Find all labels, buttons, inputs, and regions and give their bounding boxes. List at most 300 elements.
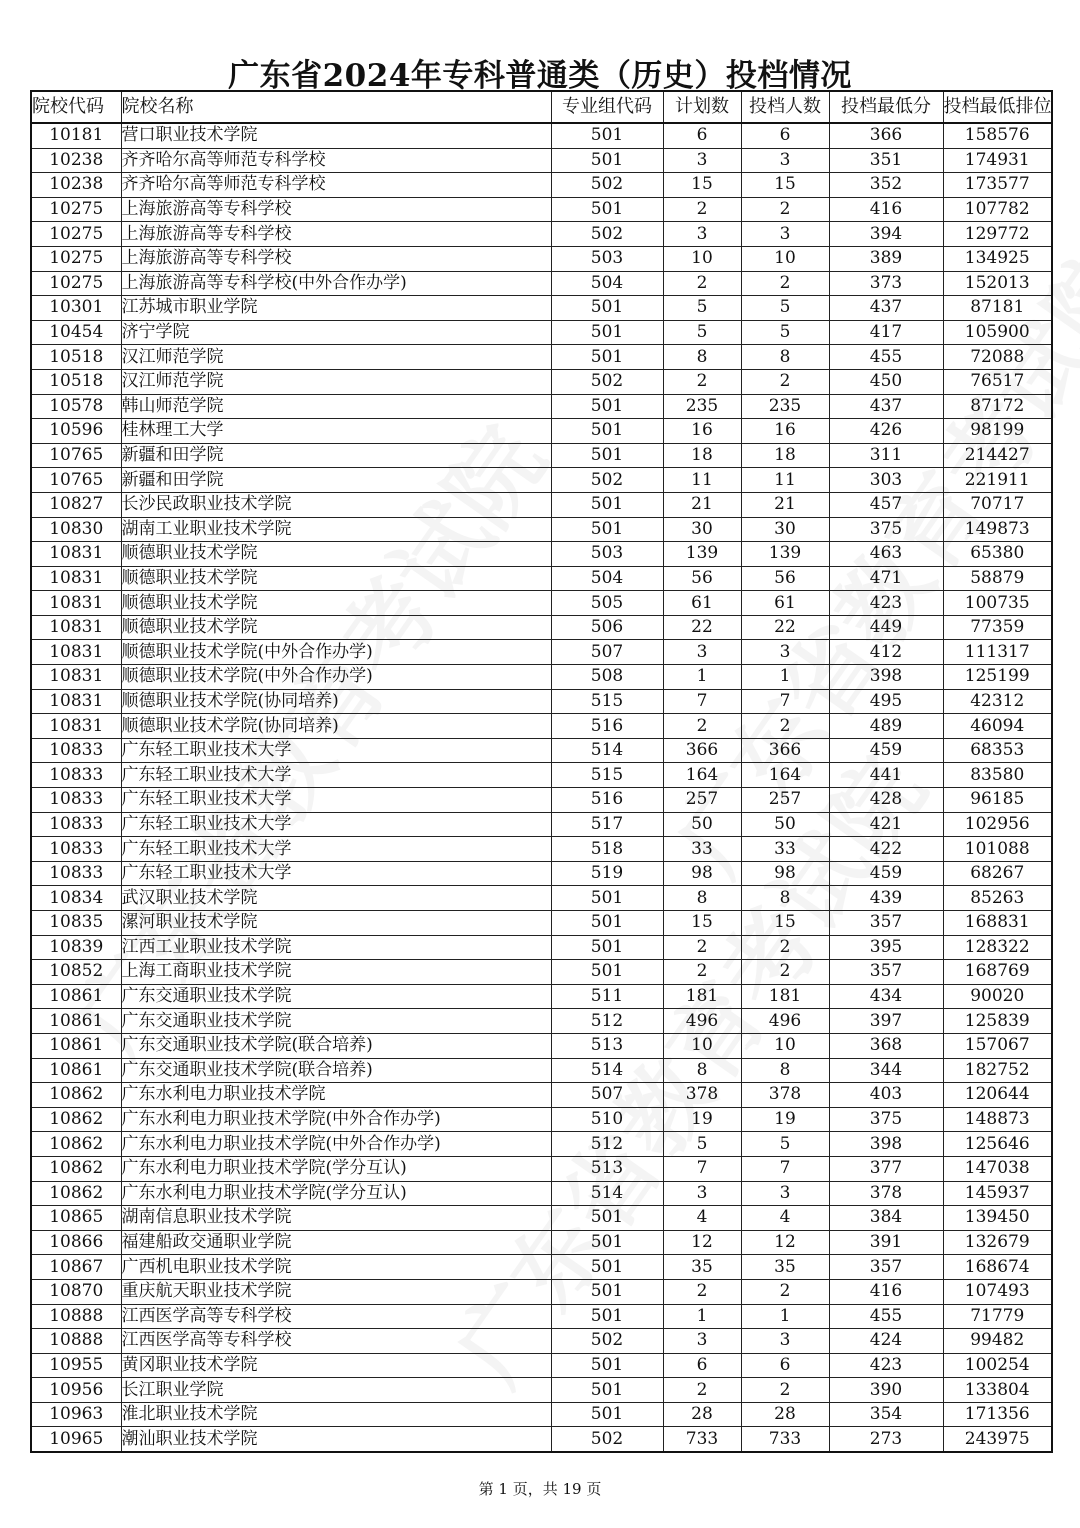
cell-plan-count: 5 — [663, 296, 741, 321]
table-row — [31, 1181, 1052, 1206]
cell-min-score: 354 — [829, 1402, 943, 1427]
cell-min-score: 424 — [829, 1329, 943, 1354]
cell-group-code: 511 — [551, 984, 663, 1009]
table-body — [31, 123, 1052, 1452]
cell-min-score: 463 — [829, 542, 943, 567]
cell-admitted-count: 19 — [741, 1107, 829, 1132]
cell-group-code: 502 — [551, 369, 663, 394]
cell-school-name: 漯河职业技术学院 — [121, 911, 551, 936]
cell-admitted-count: 5 — [741, 1132, 829, 1157]
cell-admitted-count: 11 — [741, 468, 829, 493]
cell-school-code: 10861 — [31, 1058, 121, 1083]
cell-school-name: 广东轻工职业技术大学 — [121, 788, 551, 813]
cell-min-rank: 87172 — [943, 394, 1052, 419]
column-header-admitted-count: 投档人数 — [741, 91, 829, 123]
cell-plan-count: 2 — [663, 714, 741, 739]
cell-min-rank: 157067 — [943, 1033, 1052, 1058]
cell-group-code: 514 — [551, 1058, 663, 1083]
cell-min-rank: 68267 — [943, 861, 1052, 886]
cell-school-code: 10831 — [31, 640, 121, 665]
cell-min-rank: 102956 — [943, 812, 1052, 837]
table-row — [31, 419, 1052, 444]
cell-school-code: 10831 — [31, 542, 121, 567]
cell-min-score: 495 — [829, 689, 943, 714]
cell-min-score: 368 — [829, 1033, 943, 1058]
cell-min-rank: 125199 — [943, 665, 1052, 690]
cell-plan-count: 22 — [663, 615, 741, 640]
cell-school-code: 10862 — [31, 1181, 121, 1206]
cell-school-name: 广东交通职业技术学院 — [121, 1009, 551, 1034]
cell-min-score: 489 — [829, 714, 943, 739]
cell-min-score: 459 — [829, 861, 943, 886]
cell-school-code: 10833 — [31, 837, 121, 862]
cell-plan-count: 7 — [663, 689, 741, 714]
cell-min-rank: 173577 — [943, 173, 1052, 198]
cell-admitted-count: 21 — [741, 492, 829, 517]
cell-group-code: 504 — [551, 566, 663, 591]
cell-plan-count: 16 — [663, 419, 741, 444]
cell-plan-count: 21 — [663, 492, 741, 517]
cell-plan-count: 11 — [663, 468, 741, 493]
cell-min-score: 455 — [829, 1304, 943, 1329]
cell-min-rank: 120644 — [943, 1083, 1052, 1108]
cell-group-code: 515 — [551, 689, 663, 714]
cell-school-code: 10862 — [31, 1132, 121, 1157]
cell-school-name: 顺德职业技术学院(中外合作办学) — [121, 665, 551, 690]
cell-school-name: 长江职业学院 — [121, 1378, 551, 1403]
column-header-min-score: 投档最低分 — [829, 91, 943, 123]
cell-group-code: 501 — [551, 1206, 663, 1231]
cell-group-code: 512 — [551, 1132, 663, 1157]
table-row — [31, 345, 1052, 370]
cell-min-score: 391 — [829, 1230, 943, 1255]
cell-min-score: 397 — [829, 1009, 943, 1034]
cell-plan-count: 33 — [663, 837, 741, 862]
cell-school-name: 上海旅游高等专科学校(中外合作办学) — [121, 271, 551, 296]
cell-group-code: 512 — [551, 1009, 663, 1034]
table-row — [31, 542, 1052, 567]
cell-min-rank: 107493 — [943, 1279, 1052, 1304]
table-row — [31, 763, 1052, 788]
table-row — [31, 984, 1052, 1009]
cell-admitted-count: 10 — [741, 246, 829, 271]
cell-school-name: 顺德职业技术学院 — [121, 591, 551, 616]
cell-group-code: 502 — [551, 1329, 663, 1354]
cell-school-name: 潮汕职业技术学院 — [121, 1427, 551, 1452]
cell-min-score: 375 — [829, 1107, 943, 1132]
cell-min-score: 398 — [829, 1132, 943, 1157]
cell-school-code: 10596 — [31, 419, 121, 444]
column-header-school-code: 院校代码 — [31, 91, 121, 123]
page-title: 广东省2024年专科普通类（历史）投档情况 — [228, 58, 852, 94]
cell-min-score: 426 — [829, 419, 943, 444]
cell-plan-count: 164 — [663, 763, 741, 788]
cell-min-score: 449 — [829, 615, 943, 640]
cell-plan-count: 18 — [663, 443, 741, 468]
cell-group-code: 501 — [551, 345, 663, 370]
cell-school-name: 广东水利电力职业技术学院(学分互认) — [121, 1156, 551, 1181]
table-row — [31, 911, 1052, 936]
cell-min-rank: 101088 — [943, 837, 1052, 862]
cell-admitted-count: 181 — [741, 984, 829, 1009]
table-row — [31, 443, 1052, 468]
cell-group-code: 502 — [551, 222, 663, 247]
table-row — [31, 788, 1052, 813]
cell-group-code: 501 — [551, 935, 663, 960]
cell-min-rank: 182752 — [943, 1058, 1052, 1083]
cell-school-code: 10830 — [31, 517, 121, 542]
cell-min-rank: 168674 — [943, 1255, 1052, 1280]
cell-school-name: 湖南工业职业技术学院 — [121, 517, 551, 542]
table-row — [31, 1304, 1052, 1329]
cell-school-name: 广东交通职业技术学院(联合培养) — [121, 1058, 551, 1083]
cell-school-code: 10870 — [31, 1279, 121, 1304]
table-row — [31, 738, 1052, 763]
cell-min-score: 455 — [829, 345, 943, 370]
cell-school-code: 10181 — [31, 123, 121, 148]
cell-min-rank: 145937 — [943, 1181, 1052, 1206]
table-row — [31, 714, 1052, 739]
table-row — [31, 222, 1052, 247]
cell-admitted-count: 22 — [741, 615, 829, 640]
cell-min-score: 390 — [829, 1378, 943, 1403]
cell-min-score: 439 — [829, 886, 943, 911]
cell-school-name: 广西机电职业技术学院 — [121, 1255, 551, 1280]
cell-group-code: 501 — [551, 1378, 663, 1403]
cell-min-rank: 133804 — [943, 1378, 1052, 1403]
cell-min-rank: 132679 — [943, 1230, 1052, 1255]
cell-school-code: 10956 — [31, 1378, 121, 1403]
cell-school-name: 广东交通职业技术学院 — [121, 984, 551, 1009]
cell-admitted-count: 1 — [741, 665, 829, 690]
cell-admitted-count: 3 — [741, 1329, 829, 1354]
cell-school-code: 10861 — [31, 1033, 121, 1058]
cell-group-code: 501 — [551, 1304, 663, 1329]
cell-plan-count: 2 — [663, 1279, 741, 1304]
cell-admitted-count: 235 — [741, 394, 829, 419]
cell-min-score: 441 — [829, 763, 943, 788]
cell-min-rank: 68353 — [943, 738, 1052, 763]
cell-school-name: 齐齐哈尔高等师范专科学校 — [121, 173, 551, 198]
cell-plan-count: 2 — [663, 960, 741, 985]
cell-min-rank: 139450 — [943, 1206, 1052, 1231]
cell-plan-count: 3 — [663, 148, 741, 173]
cell-min-score: 375 — [829, 517, 943, 542]
cell-group-code: 513 — [551, 1033, 663, 1058]
cell-min-score: 394 — [829, 222, 943, 247]
cell-plan-count: 3 — [663, 1181, 741, 1206]
cell-school-code: 10518 — [31, 369, 121, 394]
cell-plan-count: 2 — [663, 271, 741, 296]
cell-admitted-count: 33 — [741, 837, 829, 862]
table-header-row — [31, 91, 1052, 123]
cell-min-rank: 134925 — [943, 246, 1052, 271]
cell-admitted-count: 35 — [741, 1255, 829, 1280]
cell-admitted-count: 2 — [741, 369, 829, 394]
cell-min-rank: 214427 — [943, 443, 1052, 468]
cell-group-code: 518 — [551, 837, 663, 862]
cell-min-rank: 83580 — [943, 763, 1052, 788]
cell-admitted-count: 257 — [741, 788, 829, 813]
cell-admitted-count: 139 — [741, 542, 829, 567]
cell-school-name: 顺德职业技术学院 — [121, 615, 551, 640]
cell-admitted-count: 3 — [741, 222, 829, 247]
cell-school-code: 10831 — [31, 591, 121, 616]
cell-min-rank: 243975 — [943, 1427, 1052, 1452]
cell-min-rank: 77359 — [943, 615, 1052, 640]
cell-school-code: 10888 — [31, 1329, 121, 1354]
cell-min-rank: 46094 — [943, 714, 1052, 739]
cell-group-code: 501 — [551, 517, 663, 542]
cell-group-code: 501 — [551, 394, 663, 419]
cell-min-score: 377 — [829, 1156, 943, 1181]
cell-group-code: 501 — [551, 443, 663, 468]
cell-admitted-count: 366 — [741, 738, 829, 763]
cell-min-rank: 168831 — [943, 911, 1052, 936]
cell-admitted-count: 28 — [741, 1402, 829, 1427]
cell-school-code: 10765 — [31, 468, 121, 493]
cell-min-score: 351 — [829, 148, 943, 173]
table-row — [31, 1058, 1052, 1083]
table-row — [31, 861, 1052, 886]
cell-school-code: 10862 — [31, 1107, 121, 1132]
table-row — [31, 1402, 1052, 1427]
table-row — [31, 837, 1052, 862]
cell-min-rank: 125646 — [943, 1132, 1052, 1157]
cell-school-code: 10861 — [31, 984, 121, 1009]
cell-admitted-count: 61 — [741, 591, 829, 616]
table-row — [31, 640, 1052, 665]
table-row — [31, 148, 1052, 173]
cell-school-name: 广东水利电力职业技术学院(中外合作办学) — [121, 1107, 551, 1132]
cell-admitted-count: 30 — [741, 517, 829, 542]
cell-school-code: 10833 — [31, 861, 121, 886]
table-row — [31, 1132, 1052, 1157]
table-row — [31, 320, 1052, 345]
cell-school-code: 10238 — [31, 148, 121, 173]
cell-group-code: 501 — [551, 148, 663, 173]
cell-school-name: 广东轻工职业技术大学 — [121, 763, 551, 788]
table-row — [31, 123, 1052, 148]
cell-min-score: 389 — [829, 246, 943, 271]
table-row — [31, 369, 1052, 394]
cell-group-code: 501 — [551, 886, 663, 911]
cell-min-rank: 42312 — [943, 689, 1052, 714]
cell-school-name: 营口职业技术学院 — [121, 123, 551, 148]
cell-school-code: 10963 — [31, 1402, 121, 1427]
cell-admitted-count: 7 — [741, 1156, 829, 1181]
table-row — [31, 394, 1052, 419]
column-header-min-rank: 投档最低排位 — [943, 91, 1052, 123]
cell-school-code: 10238 — [31, 173, 121, 198]
cell-group-code: 502 — [551, 1427, 663, 1452]
table-row — [31, 591, 1052, 616]
cell-group-code: 516 — [551, 788, 663, 813]
cell-group-code: 501 — [551, 492, 663, 517]
table-row — [31, 173, 1052, 198]
admission-table — [30, 90, 1053, 1453]
cell-plan-count: 19 — [663, 1107, 741, 1132]
cell-admitted-count: 496 — [741, 1009, 829, 1034]
table-row — [31, 1156, 1052, 1181]
cell-group-code: 503 — [551, 542, 663, 567]
table-row — [31, 271, 1052, 296]
cell-plan-count: 30 — [663, 517, 741, 542]
cell-admitted-count: 3 — [741, 148, 829, 173]
cell-school-name: 湖南信息职业技术学院 — [121, 1206, 551, 1231]
cell-school-code: 10275 — [31, 222, 121, 247]
cell-admitted-count: 10 — [741, 1033, 829, 1058]
table-row — [31, 566, 1052, 591]
cell-school-name: 广东轻工职业技术大学 — [121, 861, 551, 886]
cell-school-code: 10867 — [31, 1255, 121, 1280]
cell-admitted-count: 8 — [741, 1058, 829, 1083]
cell-group-code: 503 — [551, 246, 663, 271]
cell-plan-count: 1 — [663, 665, 741, 690]
cell-plan-count: 5 — [663, 320, 741, 345]
cell-school-code: 10861 — [31, 1009, 121, 1034]
cell-plan-count: 8 — [663, 345, 741, 370]
cell-admitted-count: 1 — [741, 1304, 829, 1329]
table-row — [31, 1279, 1052, 1304]
cell-school-code: 10301 — [31, 296, 121, 321]
cell-min-score: 357 — [829, 960, 943, 985]
cell-min-score: 416 — [829, 1279, 943, 1304]
table-row — [31, 1378, 1052, 1403]
cell-plan-count: 12 — [663, 1230, 741, 1255]
table-row — [31, 1427, 1052, 1452]
cell-min-rank: 105900 — [943, 320, 1052, 345]
cell-min-score: 311 — [829, 443, 943, 468]
cell-min-rank: 85263 — [943, 886, 1052, 911]
cell-school-code: 10827 — [31, 492, 121, 517]
cell-plan-count: 6 — [663, 123, 741, 148]
cell-plan-count: 10 — [663, 1033, 741, 1058]
cell-admitted-count: 8 — [741, 345, 829, 370]
cell-school-name: 上海旅游高等专科学校 — [121, 246, 551, 271]
cell-min-rank: 72088 — [943, 345, 1052, 370]
cell-min-score: 457 — [829, 492, 943, 517]
cell-min-score: 421 — [829, 812, 943, 837]
column-header-group-code: 专业组代码 — [551, 91, 663, 123]
cell-plan-count: 3 — [663, 640, 741, 665]
cell-admitted-count: 2 — [741, 714, 829, 739]
cell-school-name: 上海旅游高等专科学校 — [121, 197, 551, 222]
cell-min-score: 434 — [829, 984, 943, 1009]
cell-school-name: 江苏城市职业学院 — [121, 296, 551, 321]
cell-admitted-count: 50 — [741, 812, 829, 837]
cell-school-code: 10831 — [31, 665, 121, 690]
cell-min-rank: 174931 — [943, 148, 1052, 173]
cell-min-rank: 100254 — [943, 1353, 1052, 1378]
cell-admitted-count: 15 — [741, 173, 829, 198]
cell-school-code: 10833 — [31, 788, 121, 813]
cell-admitted-count: 18 — [741, 443, 829, 468]
cell-min-score: 422 — [829, 837, 943, 862]
cell-min-score: 403 — [829, 1083, 943, 1108]
cell-school-code: 10835 — [31, 911, 121, 936]
cell-school-name: 广东轻工职业技术大学 — [121, 812, 551, 837]
cell-admitted-count: 3 — [741, 640, 829, 665]
cell-school-code: 10275 — [31, 197, 121, 222]
table-row — [31, 492, 1052, 517]
cell-group-code: 514 — [551, 1181, 663, 1206]
table-row — [31, 1083, 1052, 1108]
cell-min-score: 412 — [829, 640, 943, 665]
cell-admitted-count: 8 — [741, 886, 829, 911]
cell-min-rank: 100735 — [943, 591, 1052, 616]
cell-admitted-count: 3 — [741, 1181, 829, 1206]
cell-plan-count: 61 — [663, 591, 741, 616]
cell-admitted-count: 16 — [741, 419, 829, 444]
cell-group-code: 501 — [551, 1255, 663, 1280]
cell-group-code: 515 — [551, 763, 663, 788]
cell-plan-count: 6 — [663, 1353, 741, 1378]
cell-plan-count: 7 — [663, 1156, 741, 1181]
cell-school-name: 江西医学高等专科学校 — [121, 1304, 551, 1329]
cell-school-code: 10833 — [31, 763, 121, 788]
cell-school-name: 黄冈职业技术学院 — [121, 1353, 551, 1378]
cell-group-code: 514 — [551, 738, 663, 763]
cell-admitted-count: 5 — [741, 320, 829, 345]
cell-admitted-count: 2 — [741, 960, 829, 985]
cell-min-score: 417 — [829, 320, 943, 345]
cell-group-code: 501 — [551, 1353, 663, 1378]
cell-min-rank: 149873 — [943, 517, 1052, 542]
cell-plan-count: 8 — [663, 1058, 741, 1083]
cell-group-code: 501 — [551, 197, 663, 222]
cell-group-code: 502 — [551, 173, 663, 198]
cell-admitted-count: 2 — [741, 1378, 829, 1403]
cell-min-score: 303 — [829, 468, 943, 493]
cell-group-code: 519 — [551, 861, 663, 886]
cell-school-name: 广东水利电力职业技术学院 — [121, 1083, 551, 1108]
cell-school-code: 10955 — [31, 1353, 121, 1378]
cell-school-name: 武汉职业技术学院 — [121, 886, 551, 911]
cell-min-rank: 152013 — [943, 271, 1052, 296]
cell-min-score: 437 — [829, 296, 943, 321]
cell-plan-count: 3 — [663, 1329, 741, 1354]
cell-min-score: 357 — [829, 911, 943, 936]
table-row — [31, 689, 1052, 714]
cell-group-code: 501 — [551, 123, 663, 148]
cell-admitted-count: 4 — [741, 1206, 829, 1231]
cell-min-score: 357 — [829, 1255, 943, 1280]
table-row — [31, 1329, 1052, 1354]
cell-min-rank: 128322 — [943, 935, 1052, 960]
cell-school-name: 广东水利电力职业技术学院(中外合作办学) — [121, 1132, 551, 1157]
cell-group-code: 501 — [551, 419, 663, 444]
cell-admitted-count: 6 — [741, 1353, 829, 1378]
cell-admitted-count: 12 — [741, 1230, 829, 1255]
cell-plan-count: 35 — [663, 1255, 741, 1280]
cell-school-name: 顺德职业技术学院 — [121, 566, 551, 591]
cell-min-score: 423 — [829, 591, 943, 616]
cell-min-rank: 129772 — [943, 222, 1052, 247]
cell-min-rank: 65380 — [943, 542, 1052, 567]
table-row — [31, 1009, 1052, 1034]
cell-plan-count: 378 — [663, 1083, 741, 1108]
cell-school-name: 顺德职业技术学院 — [121, 542, 551, 567]
cell-plan-count: 10 — [663, 246, 741, 271]
cell-group-code: 502 — [551, 468, 663, 493]
cell-school-code: 10839 — [31, 935, 121, 960]
cell-min-score: 373 — [829, 271, 943, 296]
cell-min-rank: 171356 — [943, 1402, 1052, 1427]
cell-school-name: 桂林理工大学 — [121, 419, 551, 444]
cell-min-rank: 87181 — [943, 296, 1052, 321]
cell-plan-count: 2 — [663, 197, 741, 222]
